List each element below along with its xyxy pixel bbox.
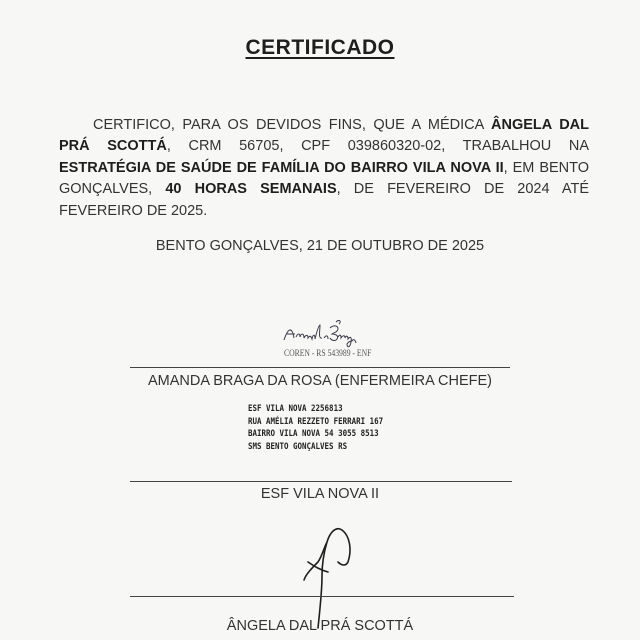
doctor-name-bold: ÂNGELA DAL PRÁ SCOTTÁ bbox=[59, 116, 589, 154]
doctor-name: ÂNGELA DAL PRÁ SCOTTÁ bbox=[226, 618, 414, 634]
stamp-line: BAIRRO VILA NOVA 54 3055 8513 bbox=[248, 429, 379, 439]
body-text: , EM BENTO GONÇALVES, bbox=[59, 159, 590, 197]
body-text: , CRM 56705, CPF 039860320-02, TRABALHOU NA bbox=[166, 138, 589, 154]
body-text: CERTIFICO, PARA OS DEVIDOS FINS, QUE A MÉDICA bbox=[93, 116, 491, 133]
signature-line bbox=[130, 367, 510, 368]
document-title: CERTIFICADO bbox=[245, 36, 395, 59]
nurse-name: AMANDA BRAGA DA ROSA (ENFERMEIRA CHEFE) bbox=[147, 373, 493, 389]
certificate-body bbox=[59, 115, 589, 223]
workplace-bold: ESTRATÉGIA DE SAÚDE DE FAMÍLIA DO BAIRRO VILA NOVA II bbox=[59, 159, 504, 176]
signature-line bbox=[130, 481, 512, 482]
stamp-line: SMS BENTO GONÇALVES RS bbox=[248, 441, 348, 452]
nurse-signature bbox=[278, 318, 368, 350]
unit-stamp bbox=[248, 403, 384, 453]
doctor-signature bbox=[300, 522, 360, 632]
body-text: , DE FEVEREIRO DE 2024 ATÉ FEVEREIRO DE 2025. bbox=[59, 181, 589, 219]
date-line: BENTO GONÇALVES, 21 DE OUTUBRO DE 2025 bbox=[155, 238, 485, 254]
stamp-line: ESF VILA NOVA 2256813 bbox=[248, 404, 343, 414]
coren-registration: COREN - RS 543989 - ENF bbox=[284, 348, 372, 358]
hours-bold: 40 HORAS SEMANAIS bbox=[165, 181, 337, 197]
signature-line bbox=[130, 596, 514, 597]
unit-name: ESF VILA NOVA II bbox=[260, 486, 380, 502]
stamp-line: RUA AMÉLIA REZZETO FERRARI 167 bbox=[248, 416, 384, 427]
